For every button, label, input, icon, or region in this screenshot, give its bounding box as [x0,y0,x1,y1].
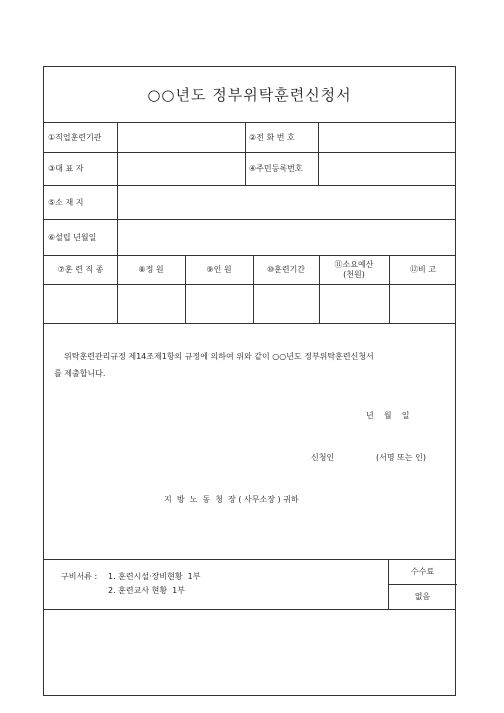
fee-value: 없음 [414,592,431,601]
attachment-item-1: 1. 훈련시설·장비현황 1부 [108,572,201,581]
founded-label: ⑥설립 년월일 [48,232,97,242]
institution-value[interactable] [117,122,245,152]
divider [44,323,455,324]
remarks-cell[interactable] [389,284,457,323]
statement-line1: 위탁훈련관리규정 제14조제1항의 규정에 의하여 위와 같이 ○○년도 정부위탁훈련신청서 [64,352,374,361]
date-line: 년 월 일 [366,411,410,420]
course-cell[interactable] [44,284,117,323]
divider [44,609,455,610]
period-header: ⑩훈련기간 [266,265,306,274]
resident-no-label: ④주민등록번호 [249,164,303,173]
capacity-cell[interactable] [117,284,185,323]
column-divider [389,255,390,323]
budget-header-line2: (천원) [343,269,365,279]
budget-header [319,255,389,284]
fee-label: 수수료 [410,567,435,576]
address-value[interactable] [117,185,457,219]
phone-value[interactable] [318,122,457,152]
attachments-label: 구비서류 : [61,572,98,581]
budget-header-line1: ⑪소요예산 [334,259,374,269]
remarks-header: ⑫비 고 [410,265,436,274]
representative-label: ③대 표 자 [48,164,84,173]
column-divider [245,122,246,185]
institution-label: ①직업훈련기관 [48,132,102,142]
applicant-label: 신청인 [311,453,335,462]
column-divider [117,255,118,323]
founded-value[interactable] [117,219,457,255]
column-divider [319,255,320,323]
course-header: ⑦훈 련 직 종 [57,265,104,274]
column-divider [185,255,186,323]
attachment-item-2: 2. 훈련교사 현황 1부 [108,586,185,595]
persons-cell[interactable] [185,284,253,323]
column-divider [117,122,118,255]
persons-header: ⑨인 원 [206,265,232,274]
budget-cell[interactable] [319,284,389,323]
phone-label: ②전 화 번 호 [249,132,295,142]
period-cell[interactable] [253,284,319,323]
application-form [43,66,456,696]
addressee: 지 방 노 동 청 장 ( 사무소장 ) 귀하 [164,495,299,504]
statement-line2: 를 제출합니다. [54,369,106,378]
form-title: ○○년도 정부위탁훈련신청서 [44,67,455,123]
signature-note: (서명 또는 인) [376,453,426,462]
column-divider [253,255,254,323]
resident-no-value[interactable] [318,152,457,185]
capacity-header: ⑧정 원 [138,265,164,274]
column-divider [318,122,319,185]
representative-value[interactable] [117,152,245,185]
address-label: ⑤소 재 지 [48,197,84,207]
